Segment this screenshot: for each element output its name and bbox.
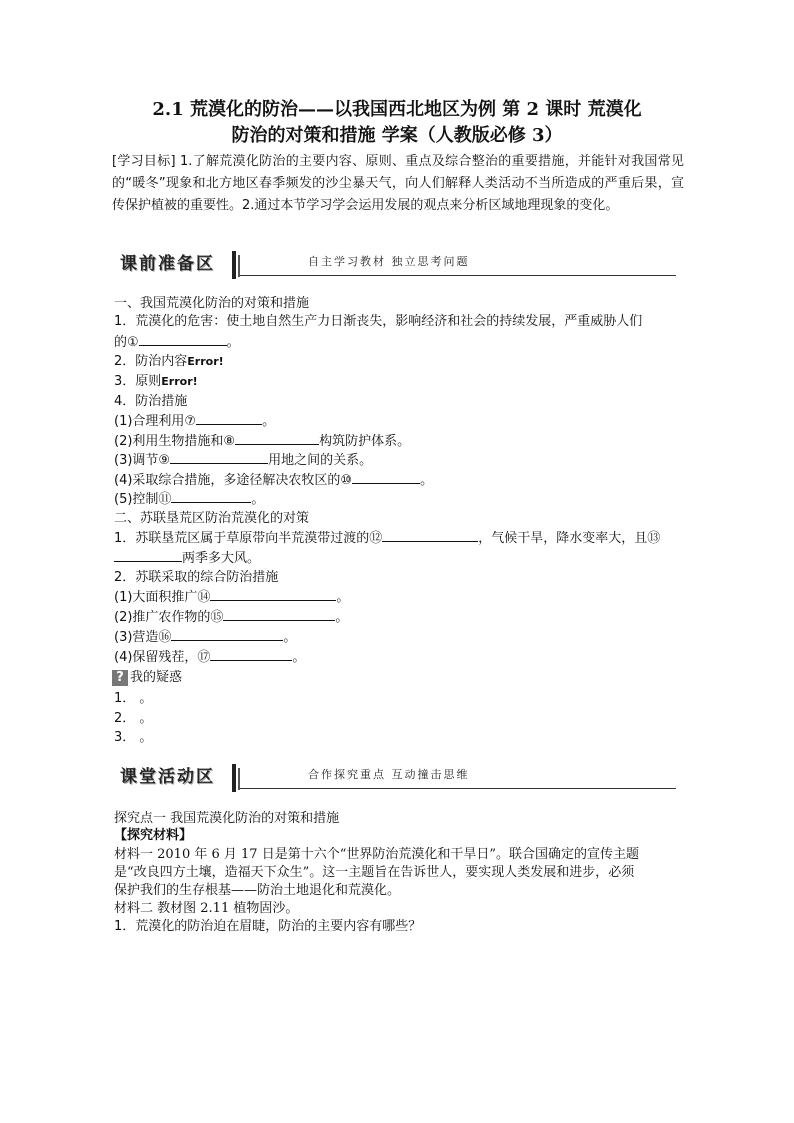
answer-blank-12[interactable] bbox=[382, 529, 478, 542]
answer-blank-16[interactable] bbox=[171, 628, 283, 641]
banner-bar-thin bbox=[238, 768, 240, 790]
banner-subtitle: 合作探究重点 互动撞击思维 bbox=[308, 768, 470, 781]
doubt-item: 1． 。 bbox=[114, 691, 153, 706]
learning-objectives: [学习目标] 1.了解荒漠化防治的主要内容、原则、重点及综合整治的重要措施，并能针对我国常见的“暖冬”现象和北方地区春季频发的沙尘暴天气，向人们解释人类活动不当所造成的严重后果，宣传保护植被的重要性。2.通过本节学习学会运用发展的观点来分析区域地理现象的变化。 bbox=[112, 154, 684, 213]
banner-bar bbox=[232, 764, 236, 792]
material1-line2: 是“改良四方土壤，造福天下众生”。这一主题旨在告诉世人，要实现人类发展和进步，必须 bbox=[114, 865, 635, 880]
document-title-line1: 2.1 荒漠化的防治——以我国西北地区为例 第 2 课时 荒漠化 bbox=[152, 99, 642, 120]
period: 。 bbox=[420, 473, 434, 488]
answer-blank-8[interactable] bbox=[235, 432, 319, 445]
s2-measure-2 bbox=[114, 608, 348, 627]
item-text-tail: 两季多大风。 bbox=[182, 551, 261, 566]
banner-bar bbox=[232, 251, 236, 279]
material1-line3: 保护我们的生存根基——防治土地退化和荒漠化。 bbox=[114, 883, 401, 898]
measure-5 bbox=[114, 490, 264, 509]
material1-line1: 材料一 2010 年 6 月 17 日是第十六个“世界防治荒漠化和干旱日”。联合国确定的宣传主题 bbox=[114, 847, 639, 862]
section1-item2 bbox=[114, 353, 224, 371]
question-1: 1．荒漠化的防治迫在眉睫，防治的主要内容有哪些？ bbox=[114, 919, 422, 934]
error-text: Error! bbox=[187, 355, 224, 368]
period: 。 bbox=[226, 335, 240, 350]
section2-item1-cont bbox=[114, 549, 260, 568]
measure-1 bbox=[114, 412, 275, 431]
measure-text: (2)利用生物措施和⑧ bbox=[114, 434, 236, 449]
s2-measure-1 bbox=[114, 588, 349, 607]
item3-text: 3．原则 bbox=[114, 374, 162, 389]
doubts-heading-row bbox=[112, 669, 182, 687]
answer-blank-14[interactable] bbox=[210, 588, 336, 601]
section-banner-preview bbox=[112, 249, 676, 281]
banner-subtitle: 自主学习教材 独立思考问题 bbox=[308, 255, 470, 268]
section1-item1: 1．荒漠化的危害：使土地自然生产力日渐丧失，影响经济和社会的持续发展，严重威胁人们 bbox=[114, 314, 643, 329]
section1-heading: 一、我国荒漠化防治的对策和措施 bbox=[114, 296, 310, 311]
material-heading: 【探究材料】 bbox=[114, 828, 193, 843]
measure-4 bbox=[114, 471, 433, 490]
period: 。 bbox=[292, 650, 306, 665]
item1-text: 的① bbox=[114, 335, 139, 350]
measure-text: (4)保留残茬，⑰ bbox=[114, 650, 211, 665]
section-banner-classroom bbox=[112, 762, 676, 794]
answer-blank-17[interactable] bbox=[210, 648, 292, 661]
document-title-line2: 防治的对策和措施 学案（人教版必修 3） bbox=[231, 125, 563, 146]
period: 。 bbox=[262, 414, 276, 429]
answer-blank-10[interactable] bbox=[352, 471, 420, 484]
measure-text: (2)推广农作物的⑮ bbox=[114, 610, 224, 625]
material2: 材料二 教材图 2.11 植物固沙。 bbox=[114, 901, 299, 916]
measure-text-tail: 用地之间的关系。 bbox=[268, 453, 373, 468]
doubt-item: 3． 。 bbox=[114, 730, 153, 745]
measure-text: (1)合理利用⑦ bbox=[114, 414, 197, 429]
explore-point: 探究点一 我国荒漠化防治的对策和措施 bbox=[114, 811, 340, 826]
period: 。 bbox=[283, 630, 297, 645]
answer-blank-11[interactable] bbox=[171, 490, 251, 503]
banner-rule bbox=[240, 275, 676, 276]
banner-rule bbox=[240, 788, 676, 789]
answer-blank-7[interactable] bbox=[196, 412, 262, 425]
section1-item1-cont bbox=[114, 333, 240, 352]
error-text: Error! bbox=[161, 375, 198, 388]
section1-item4: 4．防治措施 bbox=[114, 394, 188, 409]
item-text-tail: ，气候干旱，降水变率大，且⑬ bbox=[478, 531, 661, 546]
period: 。 bbox=[335, 610, 349, 625]
banner-tag: 课前准备区 bbox=[112, 252, 223, 276]
item-text: 1．苏联垦荒区属于草原带向半荒漠带过渡的⑫ bbox=[114, 531, 383, 546]
doubts-heading: 我的疑惑 bbox=[130, 670, 183, 685]
banner-bar-thin bbox=[238, 255, 240, 277]
s2-measure-3 bbox=[114, 628, 296, 647]
answer-blank-1[interactable] bbox=[139, 333, 227, 346]
measure-text: (3)调节⑨ bbox=[114, 453, 171, 468]
measure-text: (5)控制⑪ bbox=[114, 492, 172, 507]
banner-tag: 课堂活动区 bbox=[112, 765, 223, 789]
answer-blank-15[interactable] bbox=[223, 608, 335, 621]
measure-text-tail: 构筑防护体系。 bbox=[319, 434, 411, 449]
doubt-item: 2． 。 bbox=[114, 711, 153, 726]
measure-text: (3)营造⑯ bbox=[114, 630, 172, 645]
measure-3 bbox=[114, 451, 372, 470]
section2-item1 bbox=[114, 529, 660, 548]
section1-item3 bbox=[114, 373, 198, 391]
measure-text: (4)采取综合措施，多途径解决农牧区的⑩ bbox=[114, 473, 353, 488]
s2-measure-4 bbox=[114, 648, 305, 667]
question-icon: ? bbox=[112, 670, 128, 686]
period: 。 bbox=[336, 590, 350, 605]
measure-2 bbox=[114, 432, 410, 451]
item2-text: 2．防治内容 bbox=[114, 354, 188, 369]
period: 。 bbox=[251, 492, 265, 507]
section2-item2: 2．苏联采取的综合防治措施 bbox=[114, 570, 279, 585]
measure-text: (1)大面积推广⑭ bbox=[114, 590, 211, 605]
section2-heading: 二、苏联垦荒区防治荒漠化的对策 bbox=[114, 511, 310, 526]
answer-blank-13[interactable] bbox=[114, 549, 182, 562]
answer-blank-9[interactable] bbox=[170, 451, 268, 464]
